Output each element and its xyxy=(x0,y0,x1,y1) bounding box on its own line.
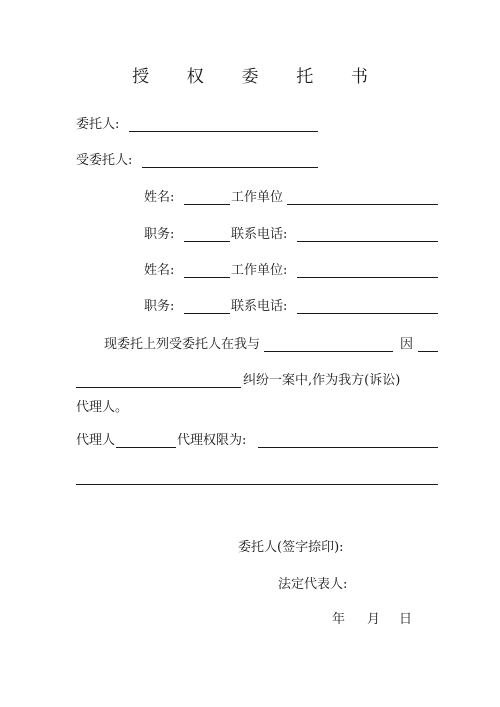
agent2-workplace-line[interactable] xyxy=(297,277,438,278)
date-month: 月 xyxy=(367,612,381,627)
principal-label: 委托人: xyxy=(76,117,120,132)
agent1-phone-label: 联系电话: xyxy=(231,227,288,242)
agent2-phone-label: 联系电话: xyxy=(231,299,288,314)
agent1-phone-line[interactable] xyxy=(297,241,438,242)
agent1-workplace-label: 工作单位 xyxy=(231,190,284,205)
page-title: 授 权 委 托 书 xyxy=(132,67,385,87)
date-day: 日 xyxy=(399,612,413,627)
cause-field-line-a[interactable] xyxy=(418,351,438,352)
scope-label-b: 代理权限为: xyxy=(177,433,247,448)
scope-field-line-2[interactable] xyxy=(76,484,438,485)
agent2-position-label: 职务: xyxy=(144,299,175,314)
body-text-line1b: 因 xyxy=(400,337,414,352)
cause-field-line-b[interactable] xyxy=(76,387,241,388)
agent1-workplace-line[interactable] xyxy=(287,204,438,205)
legal-rep-label: 法定代表人: xyxy=(278,577,348,592)
signature-label: 委托人(签字捺印): xyxy=(238,540,344,555)
agent1-position-line[interactable] xyxy=(184,241,230,242)
agent1-position-label: 职务: xyxy=(144,227,175,242)
agent1-name-label: 姓名: xyxy=(144,190,175,205)
principal-field-line[interactable] xyxy=(129,131,318,132)
opponent-field-line[interactable] xyxy=(264,351,393,352)
body-text-line1a: 现委托上列受委托人在我与 xyxy=(104,337,261,352)
body-text-line2: 纠纷一案中,作为我方(诉讼) xyxy=(243,373,401,388)
date-year: 年 xyxy=(332,612,346,627)
agent2-phone-line[interactable] xyxy=(297,313,438,314)
agent2-workplace-label: 工作单位: xyxy=(231,263,288,278)
agent2-position-line[interactable] xyxy=(184,313,230,314)
agent2-name-line[interactable] xyxy=(184,277,230,278)
scope-field-line[interactable] xyxy=(258,447,438,448)
body-text-line3: 代理人。 xyxy=(76,400,129,415)
scope-label-a: 代理人 xyxy=(76,433,116,448)
agent1-name-line[interactable] xyxy=(184,204,230,205)
agent-label: 受委托人: xyxy=(76,153,133,168)
agent2-name-label: 姓名: xyxy=(144,263,175,278)
agent-field-line[interactable] xyxy=(142,167,318,168)
agent-name-line[interactable] xyxy=(116,447,176,448)
